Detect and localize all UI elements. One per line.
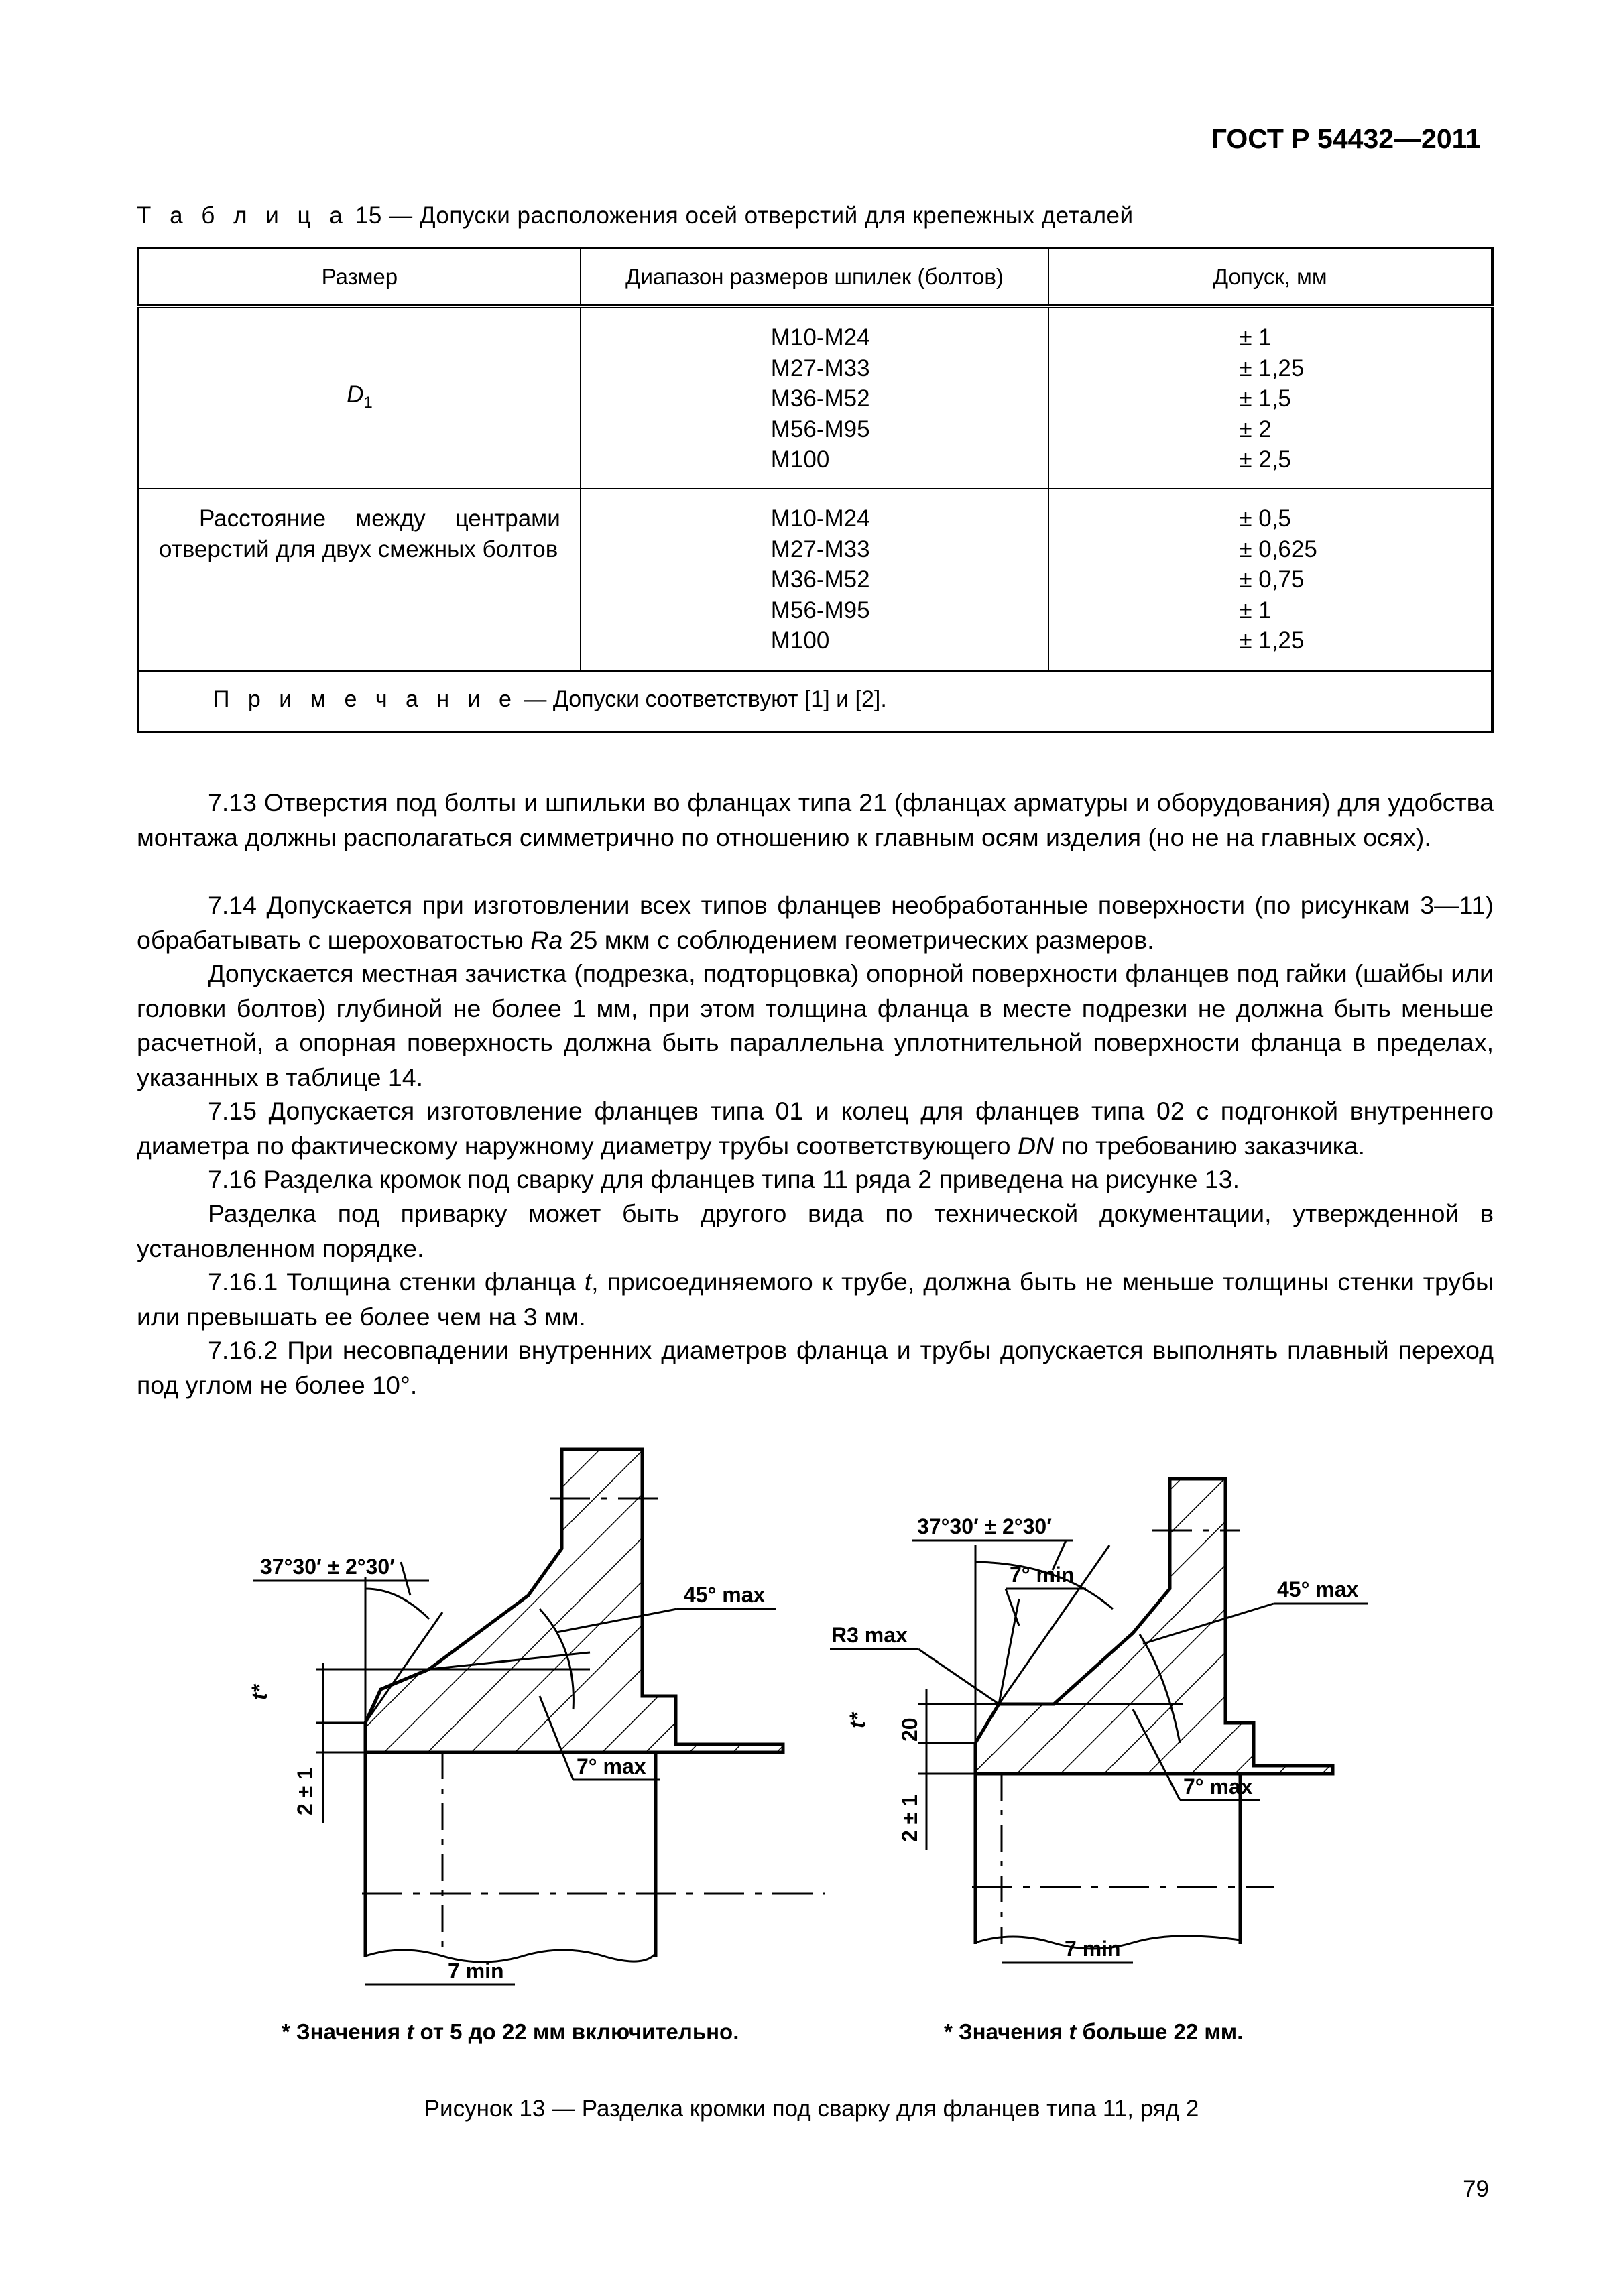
right-r3-label: R3 max	[831, 1623, 908, 1647]
tolerance-value: ± 1,5	[1239, 385, 1291, 412]
text-run: , присоединяемого к трубе, должна быть не меньше толщины стенки трубы или превышать ее более чем на 3 мм.	[137, 1268, 1494, 1331]
note-text: больше 22 мм.	[1076, 2019, 1244, 2044]
standard-code: ГОСТ Р 54432—2011	[1211, 123, 1481, 154]
range-value: М10-М24	[770, 324, 870, 351]
right-max45-label: 45° max	[1277, 1577, 1359, 1602]
table-caption	[137, 202, 1134, 229]
left-max7-label: 7° max	[577, 1754, 646, 1778]
range-value: М36-М52	[770, 566, 870, 593]
text-run: по требованию заказчика.	[1054, 1131, 1366, 1160]
paragraph-7-13	[137, 786, 1494, 855]
page-number: 79	[1463, 2176, 1489, 2202]
note-t-symbol: t	[406, 2019, 414, 2044]
paragraph-7-16-1	[137, 1265, 1494, 1334]
paragraph-text	[137, 1094, 1494, 1163]
right-min7deg-label: 7° min	[1010, 1563, 1075, 1587]
note-t-symbol: t	[1069, 2019, 1077, 2044]
range-value: М100	[770, 627, 830, 654]
tolerance-value: ± 1	[1239, 324, 1272, 351]
roughness-symbol: Ra	[530, 925, 563, 954]
text-run: 7.14 Допускается при изготовлении всех типов фланцев необработанные поверхности (по рисункам 3—11) обрабатывать с шероховатостью	[137, 891, 1494, 954]
row2-label: Расстояние между центрами отверстий для двух смежных болтов	[159, 505, 560, 562]
paragraph-text: 7.16 Разделка кромок под сварку для фланцев типа 11 ряда 2 приведена на рисунке 13.	[208, 1165, 1240, 1193]
range-value: М27-М33	[770, 355, 870, 381]
range-value: М56-М95	[770, 416, 870, 442]
tolerance-value: ± 0,5	[1239, 505, 1291, 532]
tolerance-value: ± 1,25	[1239, 355, 1305, 381]
row1-size-cell	[138, 306, 581, 489]
right-20-label: 20	[898, 1717, 922, 1742]
table-caption-prefix: Т а б л и ц а	[137, 202, 349, 229]
table-row	[138, 306, 1492, 489]
right-angle-label: 37°30′ ± 2°30′	[917, 1514, 1052, 1538]
row2-range-cell	[581, 489, 1049, 671]
text-run: 25 мкм с соблюдением геометрических размеров.	[562, 925, 1154, 954]
note-text: от 5 до 22 мм включительно.	[414, 2019, 739, 2044]
paragraph-7-16-b	[137, 1197, 1494, 1266]
left-angle-arc	[365, 1589, 429, 1619]
tolerance-value: ± 0,625	[1239, 536, 1317, 562]
note-text: * Значения	[944, 2019, 1069, 2044]
right-t-label: t*	[845, 1712, 869, 1728]
table-note	[138, 671, 1492, 732]
left-2pm1-label: 2 ± 1	[293, 1768, 317, 1815]
range-value: М100	[770, 446, 830, 473]
right-weld-detail	[830, 1479, 1368, 1963]
paragraph-text: 7.16.2 При несовпадении внутренних диаметров фланца и трубы допускается выполнять плавный переход под углом не более 10°.	[137, 1336, 1494, 1399]
range-value: М10-М24	[770, 505, 870, 532]
paragraph-text: 7.13 Отверстия под болты и шпильки во фланцах типа 21 (фланцах арматуры и оборудования) для удобства монтажа должны располагаться симметрично по отношению к главным осям изделия (но не на главных осях).	[137, 788, 1494, 851]
figure-caption: Рисунок 13 — Разделка кромки под сварку для фланцев типа 11, ряд 2	[424, 2096, 1199, 2122]
t-symbol: t	[584, 1268, 592, 1296]
right-2pm1-label: 2 ± 1	[898, 1795, 922, 1842]
left-angle-leader	[401, 1562, 410, 1595]
left-angle-label: 37°30′ ± 2°30′	[260, 1555, 395, 1579]
range-value: М27-М33	[770, 536, 870, 562]
row1-range-cell	[581, 306, 1049, 489]
paragraph-text: Разделка под приварку может быть другого вида по технической документации, утвержденной в установленном порядке.	[137, 1199, 1494, 1262]
left-max45-label: 45° max	[684, 1583, 766, 1607]
table-note-text: — Допуски соответствуют [1] и [2].	[517, 686, 887, 712]
row2-tolerance-cell	[1048, 489, 1492, 671]
tolerance-value: ± 1	[1239, 597, 1272, 623]
table-note-prefix: П р и м е ч а н и е	[213, 686, 518, 712]
paragraph-7-16	[137, 1162, 1494, 1197]
paragraph-7-15	[137, 1094, 1494, 1163]
left-break-line	[365, 1950, 656, 1962]
dn-symbol: DN	[1017, 1131, 1055, 1160]
note-text: * Значения	[282, 2019, 407, 2044]
tolerance-value: ± 2	[1239, 416, 1272, 442]
paragraph-text: Допускается местная зачистка (подрезка, подторцовка) опорной поверхности фланцев под гайки (шайбы или головки болтов) глубиной не более 1 мм, при этом толщина фланца в месте подрезки не должна быть меньше расчетной, а опорная поверхность должна быть параллельна уплотнительной поверхности фланца в пределах, указанных в таблице 14.	[137, 959, 1494, 1091]
row2-size-cell	[138, 489, 581, 671]
range-value: М36-М52	[770, 385, 870, 412]
table-row	[138, 489, 1492, 671]
tolerance-value: ± 1,25	[1239, 627, 1305, 654]
table-note-row	[138, 671, 1492, 732]
paragraph-7-16-2	[137, 1333, 1494, 1402]
header-range: Диапазон размеров шпилек (болтов)	[581, 248, 1049, 306]
figure-note-left	[282, 2019, 739, 2045]
figure-note-right	[944, 2019, 1243, 2045]
row1-label-subscript: 1	[363, 394, 373, 412]
left-t-label: t*	[247, 1684, 272, 1700]
paragraph-text	[137, 1265, 1494, 1334]
paragraph-text	[137, 888, 1494, 957]
table-caption-text: 15 — Допуски расположения осей отверстий для крепежных деталей	[348, 202, 1134, 229]
range-value: М56-М95	[770, 597, 870, 623]
figure-13-drawing	[0, 1394, 1623, 1998]
table-header-row	[138, 248, 1492, 306]
paragraph-7-14	[137, 888, 1494, 957]
left-weld-detail	[247, 1449, 825, 1984]
header-size: Размер	[138, 248, 581, 306]
tolerance-table	[137, 247, 1494, 733]
text-run: 7.16.1 Толщина стенки фланца	[208, 1268, 585, 1296]
tolerance-value: ± 2,5	[1239, 446, 1291, 473]
text-run: 7.15 Допускается изготовление фланцев типа 01 и колец для фланцев типа 02 с подгонкой внутреннего диаметра по фактическому наружному диаметру трубы соответствующего	[137, 1097, 1494, 1160]
right-r3-leader	[918, 1649, 999, 1704]
right-max7-label: 7° max	[1183, 1774, 1253, 1799]
row1-tolerance-cell	[1048, 306, 1492, 489]
tolerance-value: ± 0,75	[1239, 566, 1305, 593]
row1-label: D	[347, 381, 364, 408]
left-min7-label: 7 min	[448, 1959, 504, 1983]
paragraph-7-14-2	[137, 957, 1494, 1095]
header-tolerance: Допуск, мм	[1048, 248, 1492, 306]
right-min7-label: 7 min	[1065, 1937, 1121, 1961]
